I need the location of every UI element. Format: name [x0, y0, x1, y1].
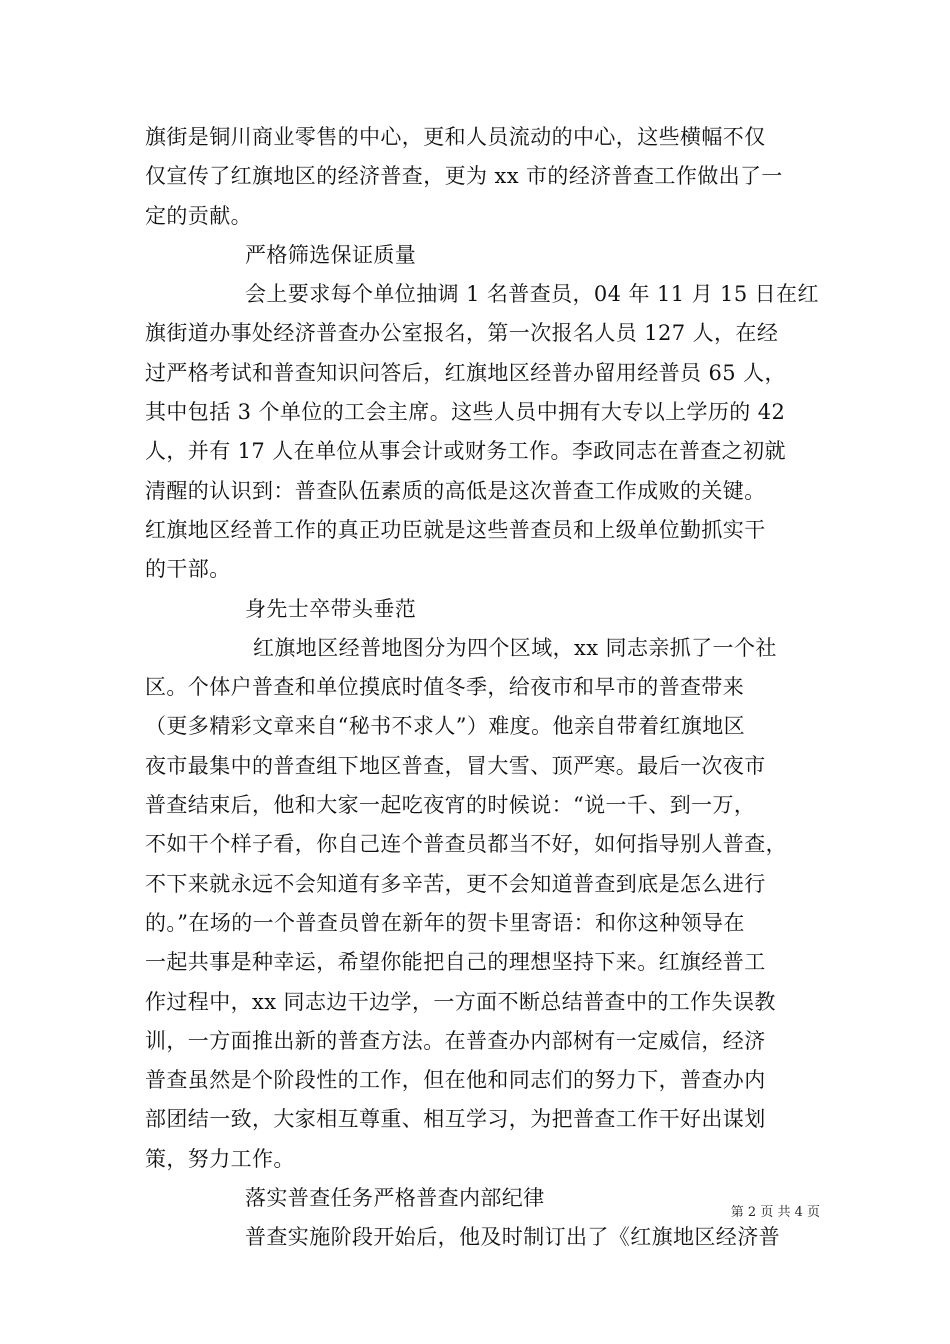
body-line: 旗街道办事处经济普查办公室报名，第一次报名人员 127 人，在经: [145, 321, 779, 346]
body-line: 过严格考试和普查知识问答后，红旗地区经普办留用经普员 65 人，: [145, 360, 786, 385]
body-line: 部团结一致，大家相互尊重、相互学习，为把普查工作干好出谋划: [145, 1107, 766, 1132]
body-line: 红旗地区经普工作的真正功臣就是这些普查员和上级单位勤抓实干: [145, 517, 766, 542]
body-line: 仅宣传了红旗地区的经济普查，更为 xx 市的经济普查工作做出了一: [145, 164, 783, 189]
section-heading: 身先士卒带头垂范: [245, 596, 417, 621]
paragraph-first-line: 红旗地区经普地图分为四个区域，xx 同志亲抓了一个社: [253, 635, 777, 660]
body-line: 夜市最集中的普查组下地区普查，冒大雪、顶严寒。最后一次夜市: [145, 753, 766, 778]
body-line: 不如干个样子看，你自己连个普查员都当不好，如何指导别人普查，: [145, 832, 787, 857]
body-line: 普查结束后，他和大家一起吃夜宵的时候说：“说一千、到一万，: [145, 793, 756, 818]
body-line: 不下来就永远不会知道有多辛苦，更不会知道普查到底是怎么进行: [145, 871, 766, 896]
section-heading: 严格筛选保证质量: [245, 242, 417, 267]
body-line: 旗街是铜川商业零售的中心，更和人员流动的中心，这些横幅不仅: [145, 125, 766, 149]
body-line: 定的贡献。: [145, 203, 252, 228]
body-line: 清醒的认识到：普查队伍素质的高低是这次普查工作成败的关键。: [145, 478, 766, 503]
body-line: 训，一方面推出新的普查方法。在普查办内部树有一定威信，经济: [145, 1028, 766, 1053]
body-line: 一起共事是种幸运，希望你能把自己的理想坚持下来。红旗经普工: [145, 950, 766, 975]
body-line: 其中包括 3 个单位的工会主席。这些人员中拥有大专以上学历的 42: [145, 400, 786, 425]
section-heading: 落实普查任务严格普查内部纪律: [245, 1186, 545, 1211]
document-body: [145, 118, 819, 1258]
page-number: 第 2 页 共 4 页: [730, 1205, 820, 1220]
body-line: 人，并有 17 人在单位从事会计或财务工作。李政同志在普查之初就: [145, 439, 786, 464]
body-line: 的干部。: [145, 557, 231, 582]
body-line: 区。个体户普查和单位摸底时值冬季，给夜市和早市的普查带来: [145, 675, 745, 700]
paragraph-first-line: 普查实施阶段开始后，他及时制订出了《红旗地区经济普: [245, 1225, 780, 1250]
body-line: 策，努力工作。: [145, 1146, 295, 1171]
paragraph-first-line: 会上要求每个单位抽调 1 名普查员，04 年 11 月 15 日在红: [245, 282, 819, 307]
body-line: （更多精彩文章来自“秘书不求人”）难度。他亲自带着红旗地区: [145, 714, 746, 739]
body-line: 的。”在场的一个普查员曾在新年的贺卡里寄语：和你这种领导在: [145, 910, 745, 935]
body-line: 作过程中，xx 同志边干边学，一方面不断总结普查中的工作失误教: [145, 989, 776, 1014]
body-line: 普查虽然是个阶段性的工作，但在他和同志们的努力下，普查办内: [145, 1068, 766, 1093]
